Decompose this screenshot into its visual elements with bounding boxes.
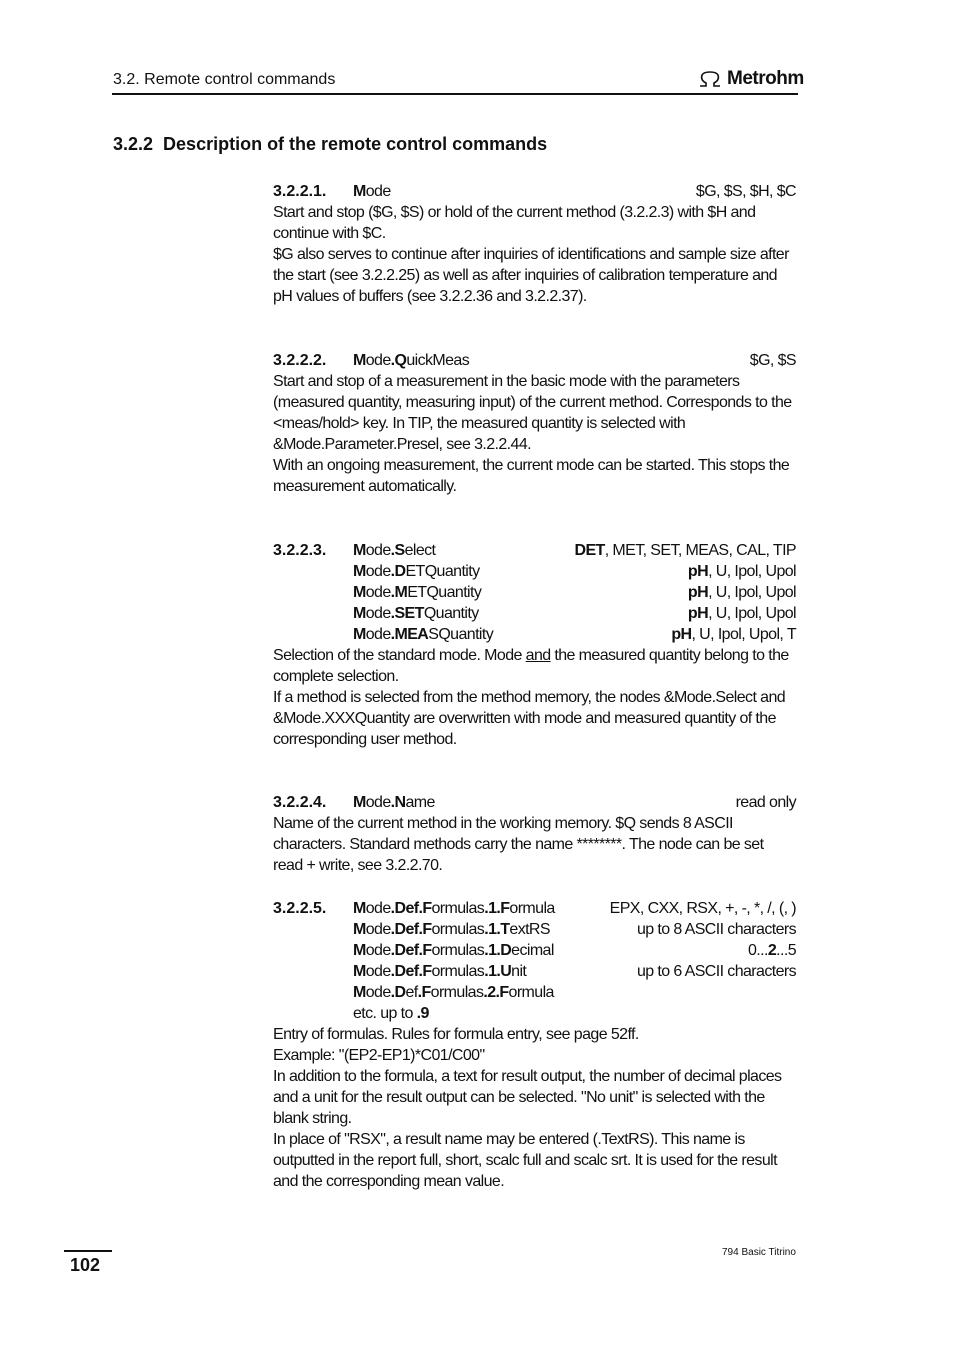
command-name: Mode.DETQuantity: [353, 563, 480, 580]
command-name: Mode.Select: [353, 542, 436, 559]
command-name: Mode.Def.Formulas.1.Formula: [353, 900, 555, 917]
page-number: 102: [64, 1250, 112, 1276]
command-row: [273, 603, 796, 624]
command-name: Mode.SETQuantity: [353, 605, 479, 622]
description-paragraph: In addition to the formula, a text for result output, the number of decimal places and a unit for the result output can be selected. "No unit" is selected with the blank string.: [273, 1068, 782, 1127]
command-item: [273, 540, 796, 750]
command-row: [273, 561, 796, 582]
metrohm-logo: [697, 68, 804, 90]
command-description: [273, 645, 796, 750]
description-paragraph: Start and stop ($G, $S) or hold of the current method (3.2.2.3) with $H and continue with $C.: [273, 204, 756, 242]
description-paragraph: If a method is selected from the method memory, the nodes &Mode.Select and &Mode.XXXQuantity are overwritten with mode and measured quantity of the corresponding user method.: [273, 689, 786, 748]
description-paragraph: $G also serves to continue after inquiries of identifications and sample size after the start (see 3.2.2.25) as well as after inquiries of calibration temperature and pH values of buffers (see 3.2.2.36 and 3.2.2.37).: [273, 246, 789, 305]
command-description: [273, 1024, 796, 1192]
command-item: [273, 350, 796, 497]
command-row: [273, 961, 796, 982]
command-name: etc. up to .9: [353, 1005, 429, 1022]
omega-icon: [697, 70, 723, 88]
header-divider: [112, 93, 798, 95]
command-description: [273, 371, 796, 497]
command-name: Mode.Def.Formulas.2.Formula: [353, 984, 554, 1001]
header-section-title: 3.2. Remote control commands: [113, 71, 336, 88]
command-name: Mode: [353, 183, 391, 200]
command-description: [273, 202, 796, 307]
command-number: 3.2.2.2.: [273, 352, 327, 369]
command-name: Mode.METQuantity: [353, 584, 482, 601]
description-paragraph: With an ongoing measurement, the current mode can be started. This stops the measurement automatically.: [273, 457, 790, 495]
command-name: Mode.MEASQuantity: [353, 626, 494, 643]
command-number: 3.2.2.5.: [273, 900, 327, 917]
command-number: 3.2.2.3.: [273, 542, 327, 559]
product-name: 794 Basic Titrino: [722, 1247, 796, 1258]
command-row: [273, 350, 796, 371]
command-row: [273, 1003, 796, 1024]
command-row: [273, 940, 796, 961]
command-name: Mode.QuickMeas: [353, 352, 470, 369]
command-row: [273, 919, 796, 940]
command-values: pH, U, Ipol, Upol: [687, 584, 796, 601]
description-paragraph: Entry of formulas. Rules for formula entry, see page 52ff.: [273, 1026, 639, 1043]
command-item: [273, 792, 796, 876]
command-values: up to 8 ASCII characters: [636, 921, 796, 938]
command-row: [273, 582, 796, 603]
command-row: [273, 982, 796, 1003]
command-name: Mode.Def.Formulas.1.TextRS: [353, 921, 550, 938]
brand-name: Metrohm: [727, 68, 804, 89]
command-item: [273, 898, 796, 1192]
command-number: 3.2.2.1.: [273, 183, 327, 200]
description-paragraph: In place of "RSX", a result name may be entered (.TextRS). This name is outputted in the report full, short, scalc full and scalc srt. It is used for the result and the corresponding mean value.: [273, 1131, 777, 1190]
command-name: Mode.Name: [353, 794, 435, 811]
command-row: [273, 540, 796, 561]
command-row: [273, 898, 796, 919]
command-row: [273, 624, 796, 645]
command-number: 3.2.2.4.: [273, 794, 327, 811]
command-values: pH, U, Ipol, Upol: [687, 563, 796, 580]
description-paragraph: Name of the current method in the working memory. $Q sends 8 ASCII characters. Standard methods carry the name ********. The node can be set read + write, see 3.2.2.70.: [273, 815, 764, 874]
section-heading: [113, 134, 547, 155]
command-row: [273, 181, 796, 202]
command-values: read only: [735, 794, 796, 811]
command-name: Mode.Def.Formulas.1.Unit: [353, 963, 527, 980]
command-values: pH, U, Ipol, Upol, T: [671, 626, 796, 643]
section-number: 3.2.2: [113, 134, 154, 154]
command-values: 0...2...5: [748, 942, 796, 959]
command-row: [273, 792, 796, 813]
description-paragraph: Start and stop of a measurement in the basic mode with the parameters (measured quantity, measuring input) of the current method. Corresponds to the <meas/hold> key. In TIP, the measured quantity is selected with &Mode.Parameter.Presel, see 3.2.2.44.: [273, 373, 792, 453]
command-values: EPX, CXX, RSX, +, -, *, /, (, ): [609, 900, 796, 917]
section-heading-text: Description of the remote control commands: [163, 134, 548, 154]
description-paragraph: Example: "(EP2-EP1)*C01/C00": [273, 1047, 485, 1064]
command-values: $G, $S: [749, 352, 796, 369]
command-name: Mode.Def.Formulas.1.Decimal: [353, 942, 554, 959]
command-description: [273, 813, 796, 876]
command-values: pH, U, Ipol, Upol: [687, 605, 796, 622]
command-values: $G, $S, $H, $C: [695, 183, 796, 200]
description-paragraph: Selection of the standard mode. Mode and the measured quantity belong to the complete selection.: [273, 647, 789, 685]
command-values: DET, MET, SET, MEAS, CAL, TIP: [574, 542, 796, 559]
command-item: [273, 181, 796, 307]
command-values: up to 6 ASCII characters: [636, 963, 796, 980]
